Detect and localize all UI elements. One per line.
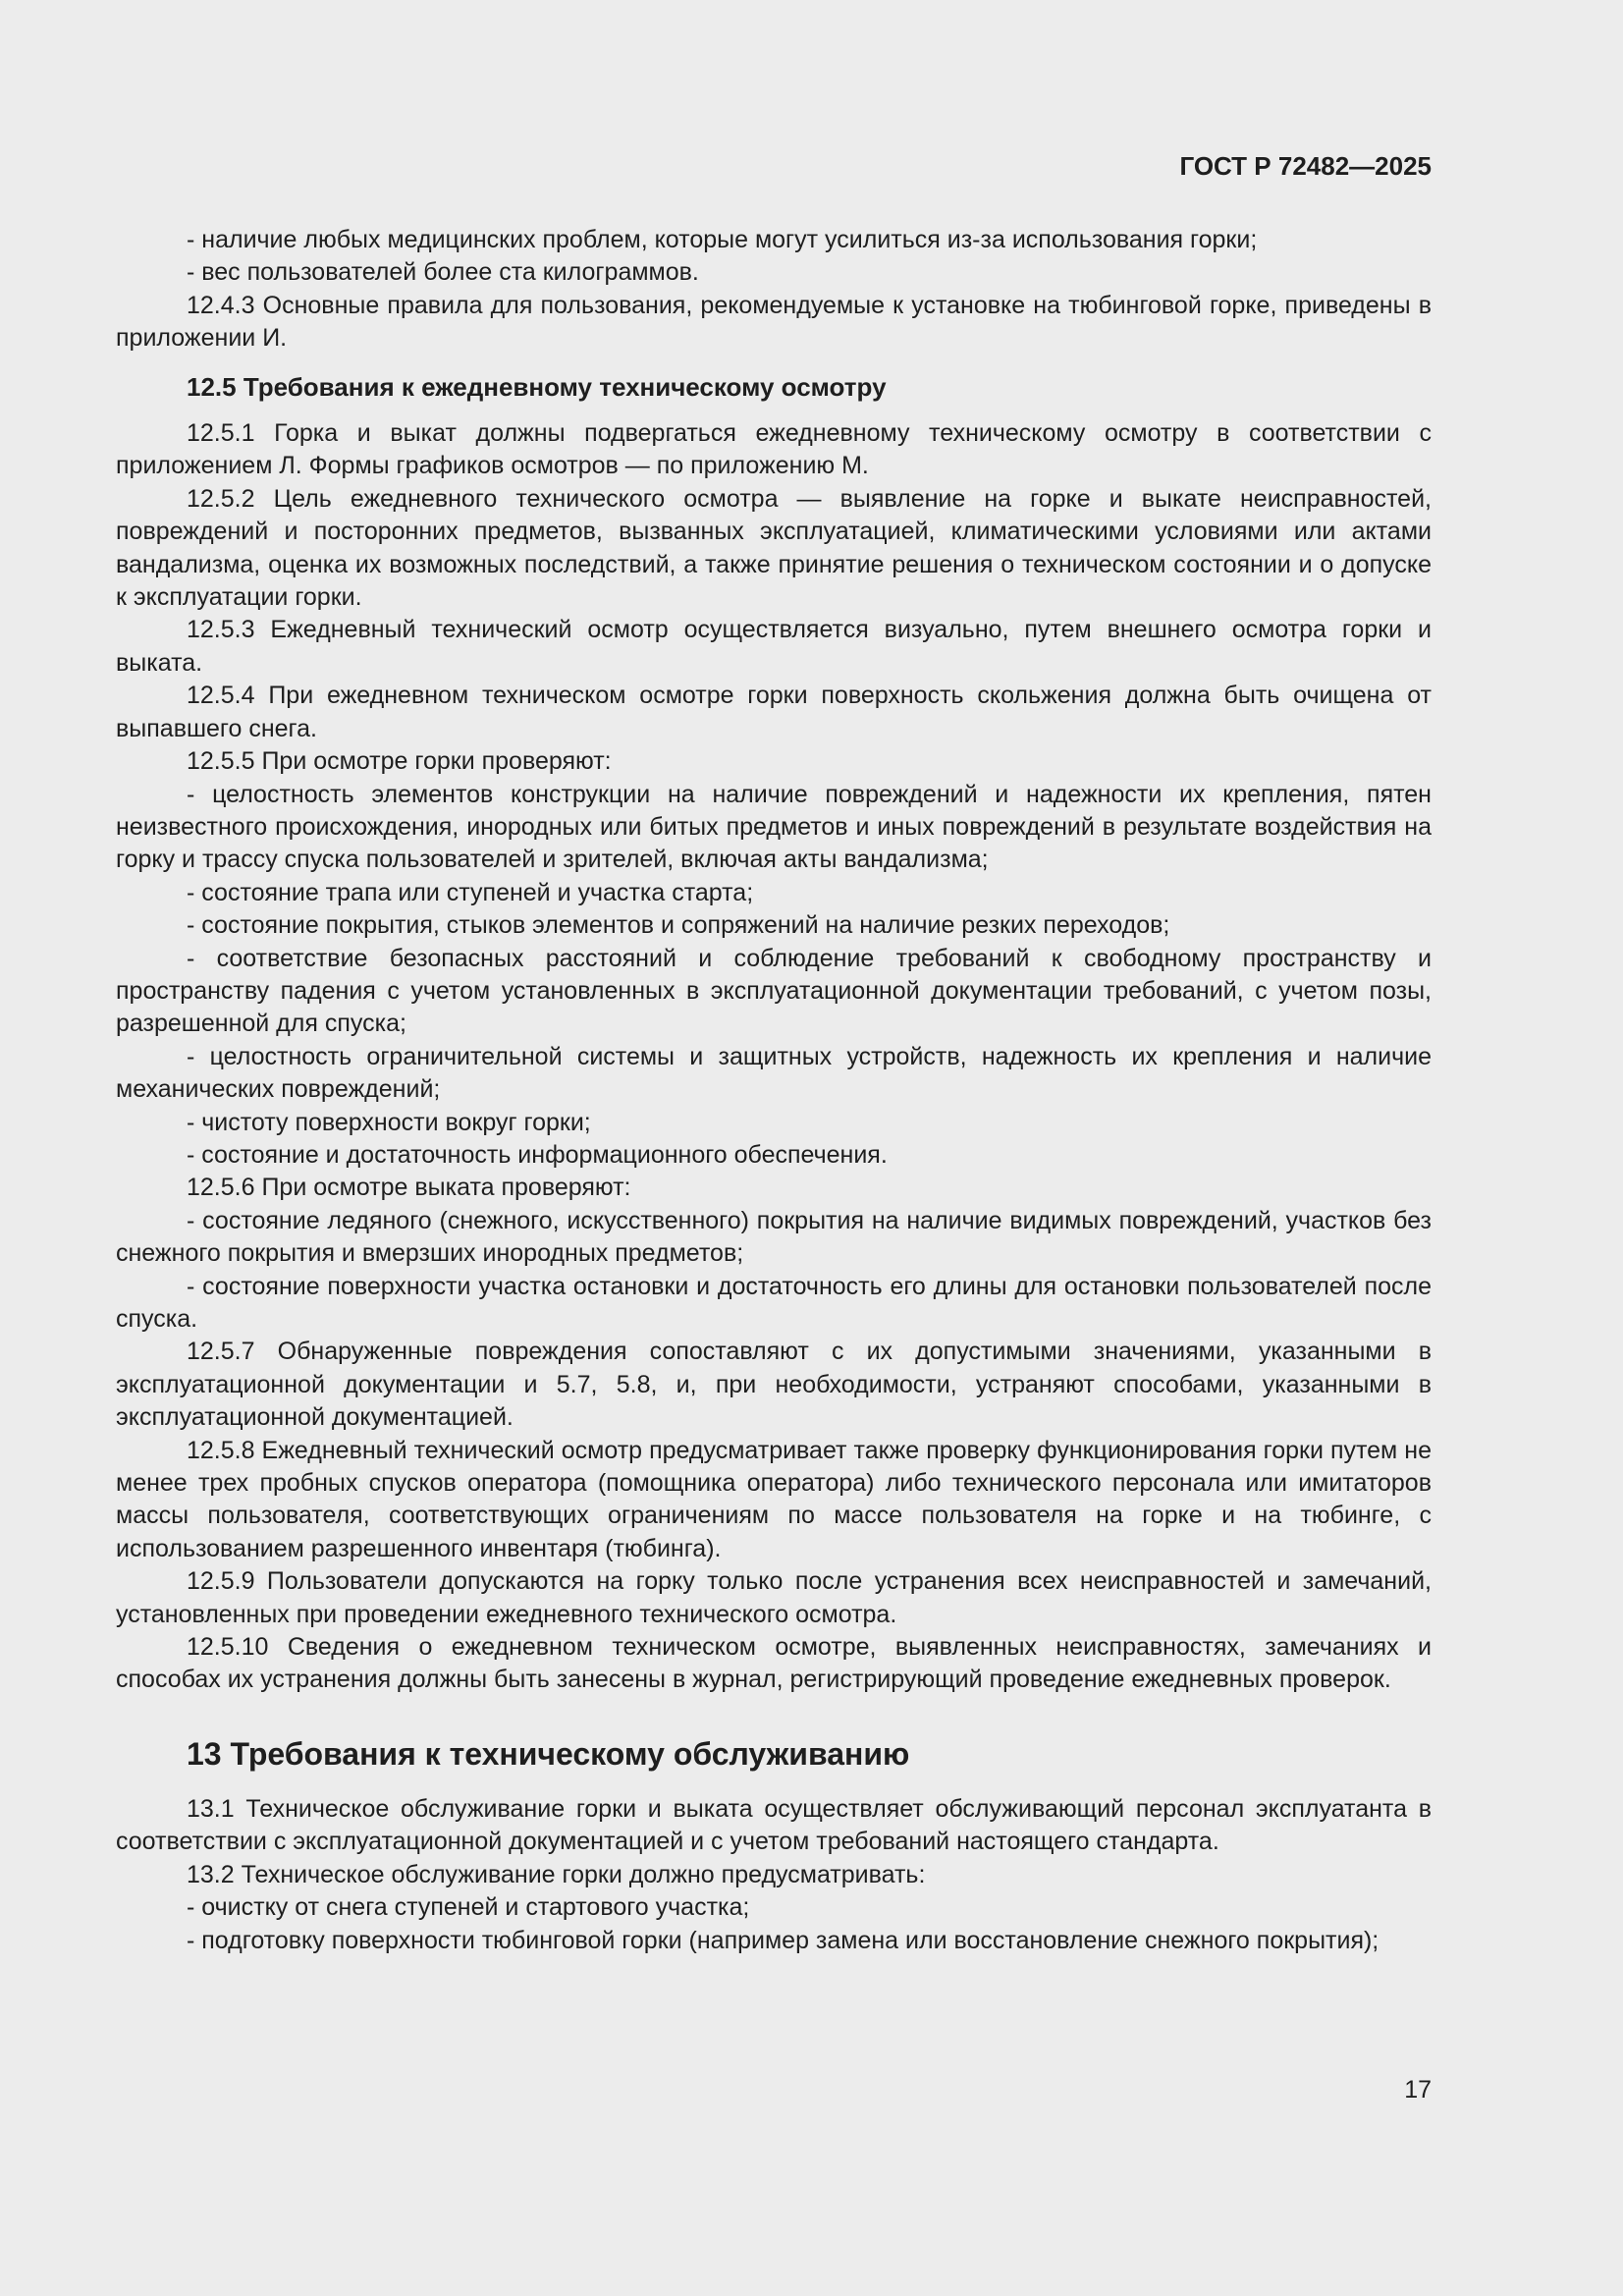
paragraph: - соответствие безопасных расстояний и соблюдение требований к свободному пространству и пространству падения с учетом установленных в эксплуатационной документации требований, с учетом позы, разрешенной для спуска;	[116, 944, 1432, 1038]
chapter-heading: 13 Требования к техническому обслуживанию	[187, 1735, 910, 1772]
paragraph: - вес пользователей более ста килограммов.	[187, 258, 699, 287]
paragraph: - состояние трапа или ступеней и участка старта;	[187, 878, 754, 906]
page-number: 17	[1404, 2076, 1432, 2104]
paragraph: - целостность элементов конструкции на наличие повреждений и надежности их крепления, пятен неизвестного происхождения, инородных или битых предметов и иных повреждений в результате воздействия на горку и трассу спуска пользователей и зрителей, включая акты вандализма;	[116, 780, 1432, 874]
paragraph: - очистку от снега ступеней и стартового участка;	[187, 1893, 750, 1922]
paragraph: 12.5.5 При осмотре горки проверяют:	[187, 747, 612, 776]
paragraph: 12.5.8 Ежедневный технический осмотр предусматривает также проверку функционирования горки путем не менее трех пробных спусков оператора (помощника оператора) либо технического персонала или имитаторов массы пользователя, соответствующих ограничениям по массе пользователя на горке и на тюбинге, с использованием разрешенного инвентаря (тюбинга).	[116, 1436, 1432, 1562]
paragraph: 12.5.1 Горка и выкат должны подвергаться ежедневному техническому осмотру в соответствии с приложением Л. Формы графиков осмотров — по приложению М.	[116, 419, 1432, 480]
document-body	[116, 224, 1432, 1957]
paragraph: - наличие любых медицинских проблем, которые могут усилиться из-за использования горки;	[187, 226, 1258, 253]
paragraph: 12.5.7 Обнаруженные повреждения сопоставляют с их допустимыми значениями, указанными в эксплуатационной документации и 5.7, 5.8, и, при необходимости, устраняют способами, указанными в эксплуатационной документацией.	[116, 1338, 1432, 1432]
paragraph: 13.2 Техническое обслуживание горки должно предусматривать:	[187, 1860, 926, 1888]
paragraph: 12.4.3 Основные правила для пользования, рекомендуемые к установке на тюбинговой горке, приведены в приложении И.	[116, 291, 1432, 353]
section-heading: 12.5 Требования к ежедневному техническому осмотру	[187, 371, 887, 402]
paragraph: - подготовку поверхности тюбинговой горки (например замена или восстановление снежного покрытия);	[187, 1926, 1380, 1954]
paragraph: 12.5.4 При ежедневном техническом осмотре горки поверхность скольжения должна быть очищена от выпавшего снега.	[116, 682, 1432, 742]
paragraph: - целостность ограничительной системы и защитных устройств, надежность их крепления и наличие механических повреждений;	[116, 1042, 1432, 1104]
paragraph: 12.5.2 Цель ежедневного технического осмотра — выявление на горке и выкате неисправностей, повреждений и посторонних предметов, вызванных эксплуатацией, климатическими условиями или актами вандализма, оценка их возможных последствий, а также принятие решения о техническом состоянии и о допуске к эксплуатации горки.	[116, 484, 1432, 612]
paragraph: 13.1 Техническое обслуживание горки и выката осуществляет обслуживающий персонал эксплуатанта в соответствии с эксплуатационной документацией и с учетом требований настоящего стандарта.	[116, 1794, 1432, 1856]
paragraph: - состояние покрытия, стыков элементов и сопряжений на наличие резких переходов;	[187, 911, 1170, 940]
paragraph: 12.5.10 Сведения о ежедневном техническом осмотре, выявленных неисправностях, замечаниях и способах их устранения должны быть занесены в журнал, регистрирующий проведение ежедневных проверок.	[116, 1633, 1432, 1694]
paragraph: 12.5.9 Пользователи допускаются на горку только после устранения всех неисправностей и замечаний, установленных при проведении ежедневного технического осмотра.	[116, 1567, 1432, 1628]
paragraph: 12.5.6 При осмотре выката проверяют:	[187, 1174, 631, 1202]
paragraph: 12.5.3 Ежедневный технический осмотр осуществляется визуально, путем внешнего осмотра горки и выката.	[116, 616, 1432, 677]
paragraph: - чистоту поверхности вокруг горки;	[187, 1108, 591, 1136]
paragraph: - состояние и достаточность информационного обеспечения.	[187, 1140, 888, 1169]
document-id-header: ГОСТ Р 72482—2025	[1179, 151, 1432, 181]
paragraph: - состояние поверхности участка остановки и достаточность его длины для остановки пользователей после спуска.	[116, 1272, 1432, 1333]
paragraph: - состояние ледяного (снежного, искусственного) покрытия на наличие видимых повреждений, участков без снежного покрытия и вмерзших инородных предметов;	[116, 1206, 1432, 1268]
